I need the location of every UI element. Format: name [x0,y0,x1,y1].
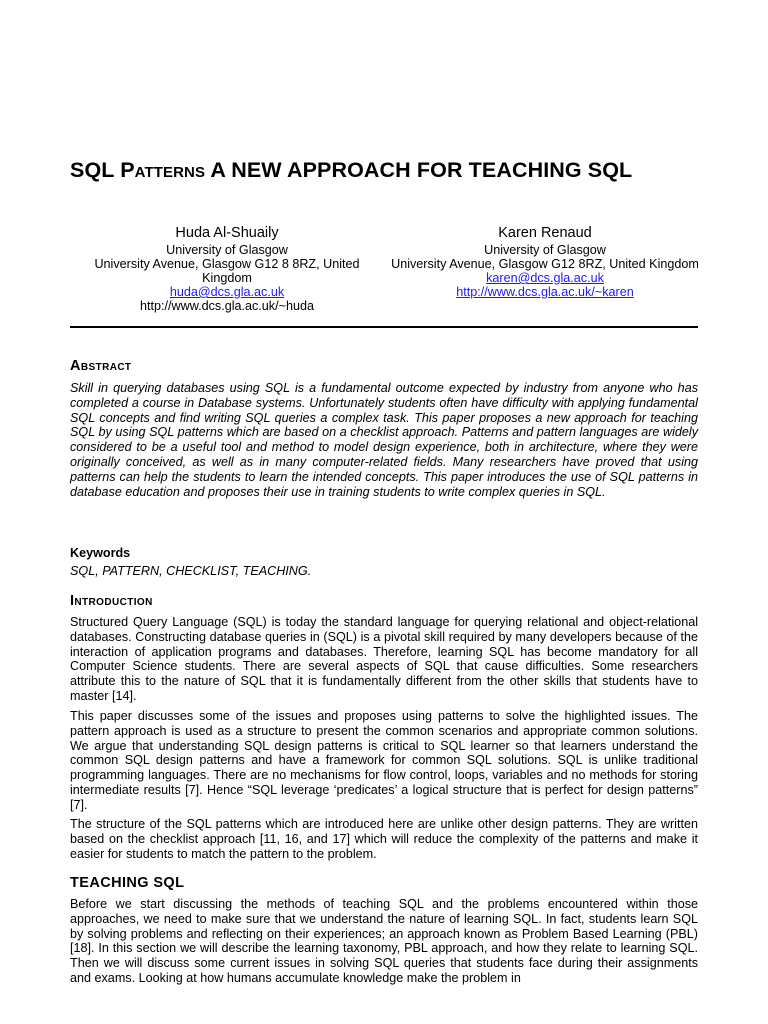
abstract-text: Skill in querying databases using SQL is a fundamental outcome expected by industry from anyone who has completed a course in Database systems. Unfortunately students often have difficulty with applying fundamental SQL concepts and find writing SQL queries a complex task. This paper proposes a new approach for teaching SQL by using SQL patterns which are based on a checklist approach. Patterns and pattern languages are widely considered to be a useful tool and method to model design experience, both in architecture, where they were originally conceived, as well as in many computer-related fields. Many researchers have proved that using patterns can help the students to learn the intended concepts. This paper introduces the use of SQL patterns in database education and proposes their use in training students to write complex queries in SQL. [70,381,698,499]
introduction-paragraph-3: The structure of the SQL patterns which are introduced here are unlike other design patterns. They are written based on the checklist approach [11, 16, and 17] which will reduce the complexity of the patterns and make it easier for students to match the pattern to the problem. [70,817,698,861]
abstract-heading-text: Abstract [70,358,132,374]
author-2-address: University Avenue, Glasgow G12 8RZ, United Kingdom [391,257,699,271]
author-1-email-link[interactable]: huda@dcs.gla.ac.uk [169,285,285,299]
author-2-email-link[interactable]: karen@dcs.gla.ac.uk [486,271,604,285]
paper-title [70,158,698,183]
author-2-affiliation: University of Glasgow [484,243,606,257]
author-2-url-link[interactable]: http://www.dcs.gla.ac.uk/~karen [456,285,634,299]
title-part-2: Patterns [120,158,206,182]
introduction-paragraph-1: Structured Query Language (SQL) is today the standard language for querying relational and object-relational databases. Constructing database queries in (SQL) is a pivotal skill required by many developers because of the interaction of application programs and databases. Therefore, learning SQL has become mandatory for all Computer Science students. There are several aspects of SQL that cause difficulties. Some researchers attribute this to the nature of SQL that it is fundamentally different from the other skills that students have to master [14]. [70,615,698,703]
author-2-name: Karen Renaud [498,225,592,241]
header-divider [70,326,698,328]
title-part-1: SQL [70,158,121,182]
author-1 [70,224,384,313]
keywords-text: SQL, PATTERN, CHECKLIST, TEACHING. [70,564,312,578]
teaching-sql-paragraph: Before we start discussing the methods of teaching SQL and the problems encountered within those approaches, we need to make sure that we understand the nature of learning SQL. In fact, students learn SQL by solving problems and reflecting on their experiences; an approach known as Problem Based Learning (PBL) [18]. In this section we will describe the learning taxonomy, PBL approach, and how they relate to learning SQL. Then we will discuss some current issues in solving SQL queries that students face during their assignments and exams. Looking at how humans accumulate knowledge make the problem in [70,897,698,985]
introduction-heading-text: Introduction [70,593,153,609]
author-2 [388,224,702,299]
author-block [70,224,698,320]
author-1-url: http://www.dcs.gla.ac.uk/~huda [140,299,314,313]
introduction-heading [70,593,153,609]
author-1-address: University Avenue, Glasgow G12 8 8RZ, United Kingdom [94,257,360,285]
teaching-sql-heading: TEACHING SQL [70,875,185,891]
introduction-paragraph-2: This paper discusses some of the issues and proposes using patterns to solve the highlighted issues. The pattern approach is used as a structure to present the common scenarios and appropriate common solutions. We argue that understanding SQL design patterns is critical to SQL learner so that learners understand the common SQL design patterns and have a framework for common SQL solutions. SQL is unlike traditional programming languages. There are no mechanisms for flow control, loops, variables and no methods for storing intermediate results [7]. Hence “SQL leverage ‘predicates’ a logical structure that is perfect for design patterns” [7]. [70,709,698,812]
keywords-heading: Keywords [70,546,131,560]
author-1-affiliation: University of Glasgow [166,243,288,257]
author-1-name: Huda Al-Shuaily [175,225,279,241]
abstract-heading [70,358,131,374]
title-part-3: A NEW APPROACH FOR TEACHING SQL [205,158,633,182]
paper-page [70,0,698,1024]
